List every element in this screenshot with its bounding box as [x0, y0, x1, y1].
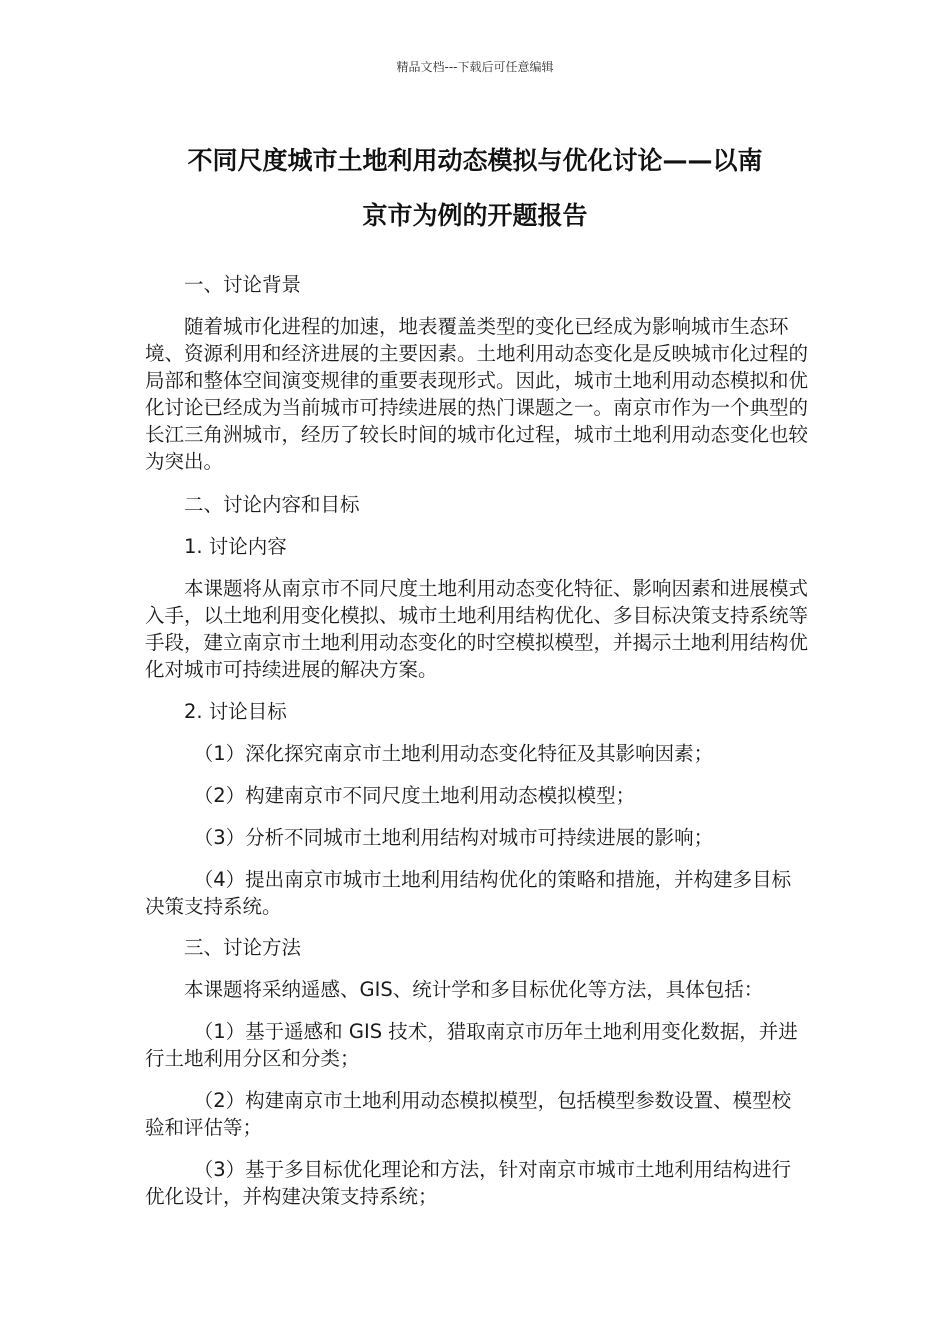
method-item-3: （3）基于多目标优化理论和方法，针对南京市城市土地利用结构进行优化设计，并构建决策支持系统； — [145, 1158, 792, 1208]
method-item-2: （2）构建南京市土地利用动态模拟模型，包括模型参数设置、模型校验和评估等； — [145, 1089, 792, 1139]
goal-item-3: （3）分析不同城市土地利用结构对城市可持续进展的影响； — [193, 826, 714, 849]
section-heading-content-goals: 二、讨论内容和目标 — [184, 493, 360, 516]
paragraph-methods-intro: 本课题将采纳遥感、GIS、统计学和多目标优化等方法，具体包括： — [184, 978, 764, 1001]
section-heading-methods: 三、讨论方法 — [184, 936, 302, 959]
subheading-content: 1. 讨论内容 — [184, 535, 287, 558]
document-title-line-2: 京市为例的开题报告 — [362, 201, 588, 230]
subheading-goals: 2. 讨论目标 — [184, 700, 287, 723]
section-heading-background: 一、讨论背景 — [184, 273, 302, 296]
goal-item-4: （4）提出南京市城市土地利用结构优化的策略和措施，并构建多目标决策支持系统。 — [145, 868, 792, 918]
method-item-1: （1）基于遥感和 GIS 技术，猎取南京市历年土地利用变化数据，并进行土地利用分区和分类； — [145, 1020, 798, 1070]
page-header: 精品文档---下载后可任意编辑 — [396, 60, 554, 74]
goal-item-1: （1）深化探究南京市土地利用动态变化特征及其影响因素； — [193, 742, 714, 765]
goal-item-2: （2）构建南京市不同尺度土地利用动态模拟模型； — [193, 784, 636, 807]
paragraph-content: 本课题将从南京市不同尺度土地利用动态变化特征、影响因素和进展模式入手，以土地利用变化模拟、城市土地利用结构优化、多目标决策支持系统等手段，建立南京市土地利用动态变化的时空模拟模型，并揭示土地利用结构优化对城市可持续进展的解决方案。 — [145, 577, 809, 681]
document-title-line-1: 不同尺度城市土地利用动态模拟与优化讨论——以南 — [187, 146, 763, 175]
paragraph-background: 随着城市化进程的加速，地表覆盖类型的变化已经成为影响城市生态环境、资源利用和经济进展的主要因素。土地利用动态变化是反映城市化过程的局部和整体空间演变规律的重要表现形式。因此，城市土地利用动态模拟和优化讨论已经成为当前城市可持续进展的热门课题之一。南京市作为一个典型的长江三角洲城市，经历了较长时间的城市化过程，城市土地利用动态变化也较为突出。 — [145, 315, 809, 473]
